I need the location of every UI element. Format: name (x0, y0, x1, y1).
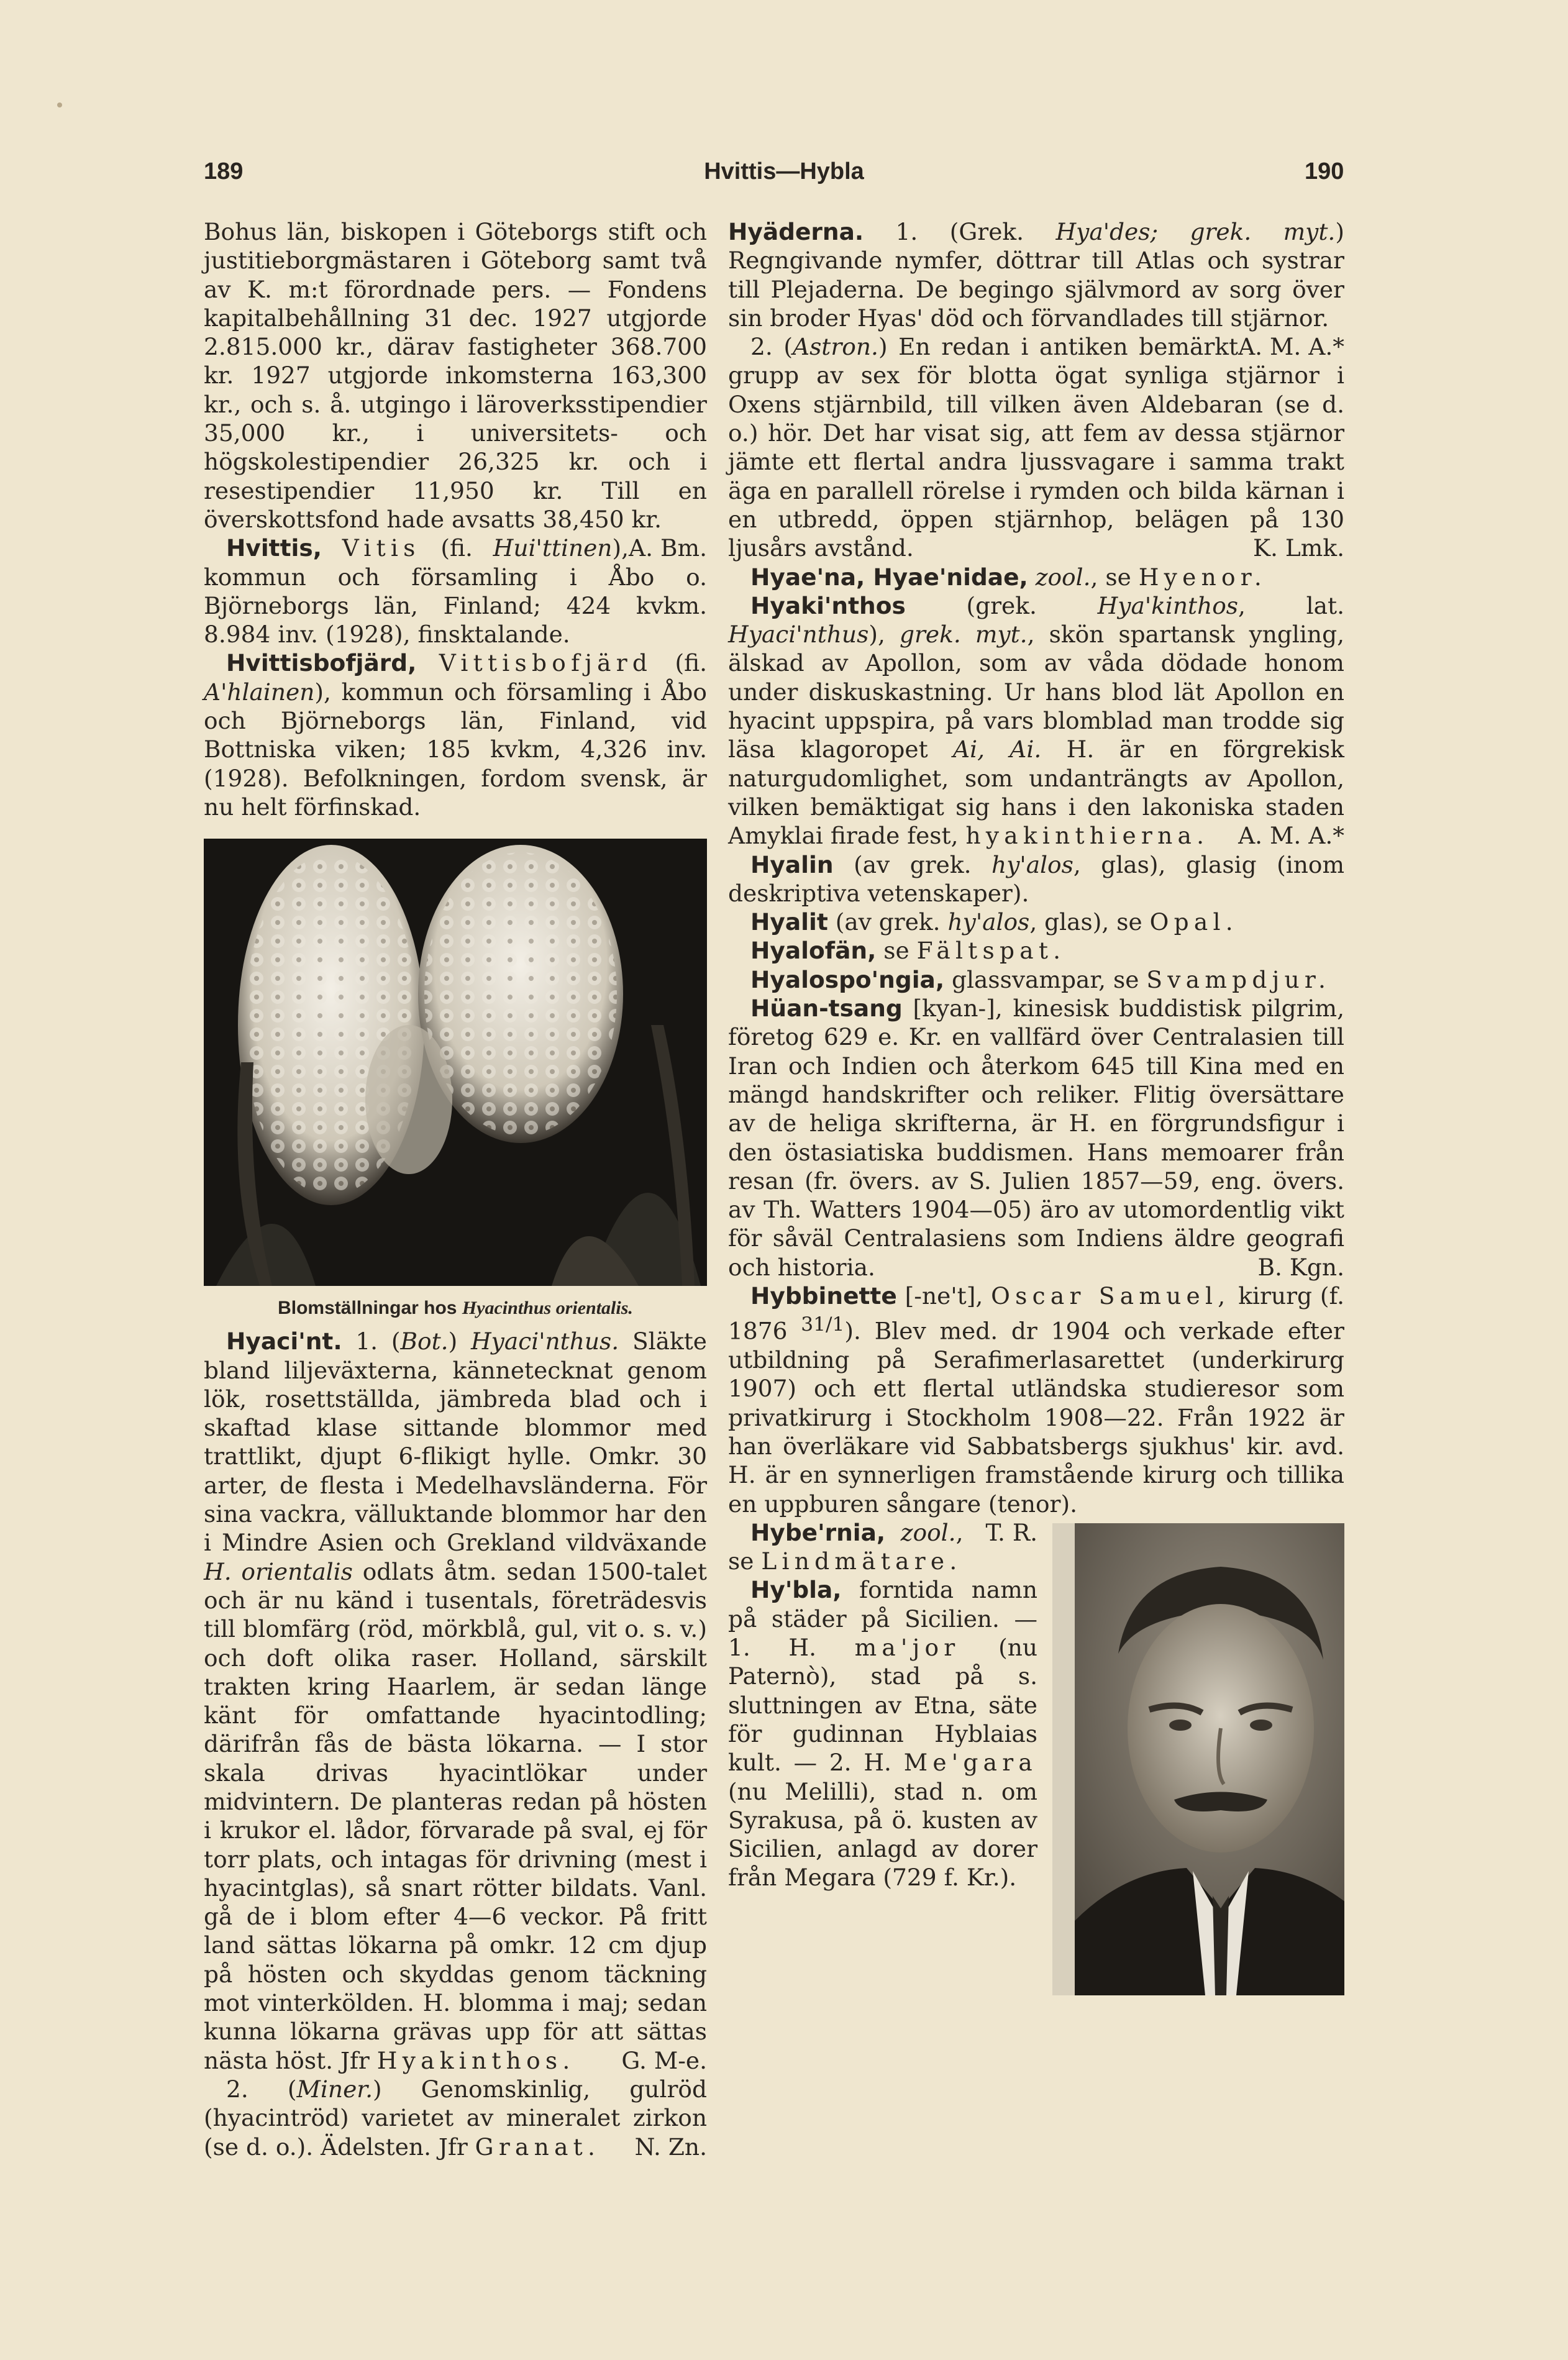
paper-spot (57, 103, 62, 107)
page-number-right: 190 (1305, 158, 1344, 185)
left-column (204, 217, 707, 2161)
signature: T. R. (985, 1518, 1037, 1546)
headword: Hvittisbofjärd, (226, 649, 417, 677)
headword: Hyalit (750, 908, 828, 936)
headword: Hyalofän, (750, 937, 877, 965)
page-header (0, 158, 1568, 196)
entry-hybernia: Hybe'rnia, zool., se Lindmätare. (728, 1518, 964, 1575)
headword: Hüan-tsang (750, 995, 903, 1023)
entry-hyaderna: Hyäderna. 1. (Grek. Hya'des; grek. myt.) Regngivande nymfer, döttrar till Atlas och systrar till Plejaderna. De begingo självmord av sorg över sin broder Hyas' död och förvandlades till stjärnor. A. M. A.* (728, 218, 1344, 361)
signature: N. Zn. (634, 2133, 707, 2161)
headword: Hyäderna. (728, 218, 864, 245)
signature: A. Bm. (629, 534, 707, 562)
entry-hyacint-2: 2. (Miner.) Genomskinlig, gulröd (hyacintröd) varietet av mineralet zirkon (se d. o.). Ädelsten. Jfr Granat. N. Zn. (204, 2075, 707, 2161)
signature: A. M. A.* (1238, 822, 1344, 850)
page-number-left: 189 (204, 158, 244, 185)
headword: Hyalin (750, 850, 834, 878)
entry-hyalit: Hyalit (av grek. hy'alos, glas), se Opal. (750, 908, 1238, 936)
entry-bohus-continued: Bohus län, biskopen i Göteborgs stift och justitieborgmästaren i Göteborg samt två av K. m:t förordnade pers. — Fondens kapitalbehållning 31 dec. 1927 utgjorde 2.815.000 kr., därav fastigheter 368.700 kr. 1927 utgjorde inkomsterna 163,300 kr., och s. å. utgingo i läroverksstipendier 35,000 kr., i universitets- och högskolestipendier 26,325 kr. och i resestipendier 11,950 kr. Till en överskottsfond hade avsatts 38,450 kr. A. Bm. (204, 218, 707, 562)
hyacinth-figure (204, 839, 707, 1321)
headword: Hyaci'nt. (226, 1328, 342, 1355)
portrait-photo-icon (1075, 1523, 1344, 1995)
headword: Hyalospo'ngia, (750, 965, 945, 993)
entry-hyalin: Hyalin (av grek. hy'alos, glas), glasig (inom deskriptiva vetenskaper). (728, 850, 1345, 907)
headword: Hybe'rnia, (750, 1518, 886, 1546)
entry-hybbinette: Hybbinette [-ne't], Oscar Samuel, kirurg (f. 1876 $^{31/1}$). Blev med. dr 1904 och verkade efter utbildning på Serafimerlasarettet (underkirurg 1907) och ett flertal utländska studieresor som privatkirurg i Stockholm 1908—22. Från 1922 är han överläkare vid Sabbatsbergs sjukhus' kir. avd. H. är en synnerligen framstående kirurg och tillika en uppburen sångare (tenor). T. R. (728, 1282, 1344, 1518)
hyacinth-photo-icon (204, 839, 707, 1286)
signature: B. Kgn. (1257, 1253, 1344, 1281)
entry-hyacint: Hyaci'nt. 1. (Bot.) Hyaci'nthus. Släkte bland liljeväxterna, kännetecknat genom lök, rosettställda, jämbreda blad och i skaftad klase sittande blommor med trattlikt, djupt 6-flikigt hylle. Omkr. 30 arter, de flesta i Medelhavsländerna. För sina vackra, välluktande blommor har den i Mindre Asien och Grekland vildväxande H. orientalis odlats åtm. sedan 1500-talet och är nu känd i tusentals, företrädesvis till blomfärg (röd, mörkblå, gul, vit o. s. v.) och doft olika raser. Holland, särskilt trakten kring Haarlem, är sedan länge känt för omfattande hyacintodling; därifrån fås de bästa lökarna. — I stor skala drivas hyacintlökar under midvintern. De planteras redan på hösten i krukor el. lådor, förvarade på sval, ej för torr plats, och intagas för drivning (mest i hyacintglas), så snart rötter bildats. Vanl. gå de i blom efter 4—6 veckor. På fritt land sättas lökarna på omkr. 12 cm djup på hösten och skyddas genom täckning mot vinterkölden. H. blomma i maj; sedan kunna lökarna grävas upp för att sättas nästa höst. Jfr Hyakinthos. G. M-e. (204, 1328, 707, 2074)
signature: G. M-e. (621, 2046, 707, 2074)
running-title: Hvittis—Hybla (704, 158, 864, 185)
headword: Hybbinette (750, 1282, 897, 1310)
figure-caption: Blomställningar hos Hyacinthus orientalis. (278, 1298, 633, 1319)
headword: Hy'bla, (750, 1576, 842, 1604)
entry-hyalospongia: Hyalospo'ngia, glassvampar, se Svampdjur. (750, 965, 1331, 993)
headword: Hyae'na, Hyae'nidae, (750, 563, 1028, 591)
entry-huan-tsang: Hüan-tsang [kyan-], kinesisk buddistisk pilgrim, företog 629 e. Kr. en vallfärd över Centralasien till Iran och Indien och återkom 645 till Kina med en mängd handskrifter och reliker. Flitig översättare av de heliga skrifterna, är H. en förgrundsfigur i den östasiatiska buddismen. Hans memoarer från resan (fr. övers. av S. Julien 1857—59, eng. övers. av Th. Watters 1904—05) äro av utomordentlig vikt för såväl Centralasiens som Indiens äldre geografi och historia. B. Kgn. (728, 995, 1344, 1281)
entry-hyakinthos: Hyaki'nthos (grek. Hya'kinthos, lat. Hyaci'nthus), grek. myt., skön spartansk yngling, älskad av Apollon, som av våda dödade honom under diskuskastning. Ur hans blod lät Apollon en hyacint uppspira, på vars blomblad man trodde sig läsa klagoropet Ai, Ai. H. är en förgrekisk naturgudomlighet, som undanträngts av Apollon, vilken bemäktigat sig hans i den lakoniska staden Amyklai firade fest, hyakinthierna. A. M. A.* (728, 591, 1344, 850)
signature: K. Lmk. (1253, 534, 1344, 562)
hyacinth-photo (204, 839, 707, 1286)
signature: A. M. A.* (1238, 333, 1344, 361)
portrait-photo (1052, 1523, 1344, 1995)
entry-hyaena: Hyae'na, Hyae'nidae, zool., se Hyenor. (750, 563, 1267, 591)
headword: Hvittis, (226, 534, 322, 562)
right-column (728, 217, 1344, 1999)
entry-hvittisbofjard: Hvittisbofjärd, Vittisbofjärd (fi. A'hlainen), kommun och församling i Åbo och Björneborgs län, Finland, vid Bottniska viken; 185 kvkm, 4,326 inv. (1928). Befolkningen, fordom svensk, är nu helt förfinskad. (204, 649, 708, 821)
headword: Hyaki'nthos (750, 591, 906, 619)
entry-hybla: Hy'bla, forntida namn på städer på Sicilien. — 1. H. ma'jor (nu Paternò), stad på s. sluttningen av Etna, säte för gudinnan Hyblaias kult. — 2. H. Me'gara (nu Melilli), stad n. om Syrakusa, på ö. kusten av Sicilien, anlagd av dorer från Megara (729 f. Kr.). (728, 1576, 1037, 1892)
entry-hyalofan: Hyalofän, se Fältspat. (750, 937, 1066, 965)
entry-hvittis: Hvittis, Vitis (fi. Hui'ttinen), kommun och församling i Åbo o. Björneborgs län, Finland; 424 kvkm. 8.984 inv. (1928), finsktalande. (204, 534, 707, 649)
entry-hyaderna-2: 2. (Astron.) En redan i antiken bemärkt grupp av sex för blotta ögat synliga stjärnor i Oxens stjärnbild, till vilken även Aldebaran (se d. o.) hör. Det har visat sig, att fem av dessa stjärnor jämte ett flertal andra ljussvagare i samma trakt äga en parallell rörelse i rymden och bilda kärnan i en utbredd, öppen stjärnhop, belägen på 130 ljusårs avstånd. K. Lmk. (728, 333, 1344, 562)
